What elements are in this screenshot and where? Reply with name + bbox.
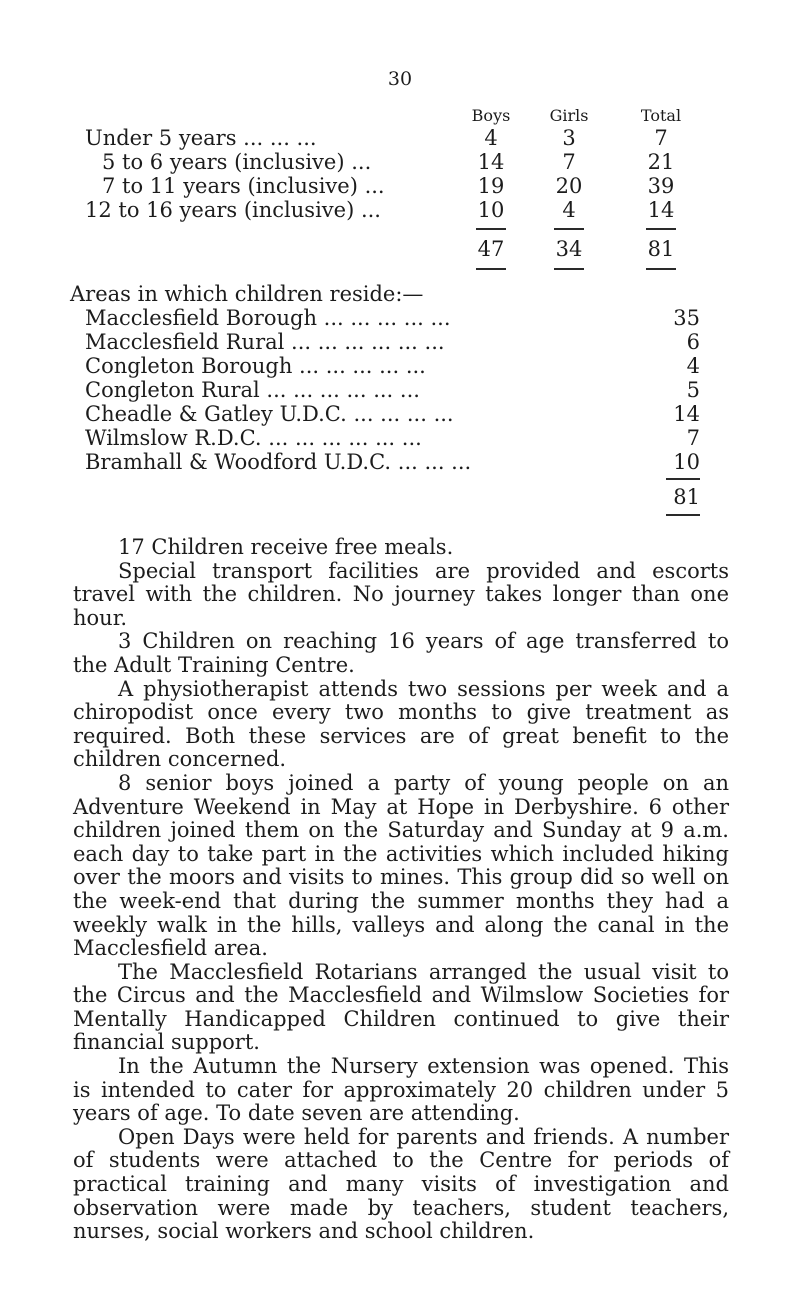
- age-row: [85, 174, 715, 198]
- area-label: Bramhall & Woodford U.D.C. ... ... ...: [85, 450, 472, 474]
- age-row-label: Under 5 years ... ... ...: [85, 126, 317, 150]
- areas-heading: Areas in which children reside:—: [70, 282, 424, 306]
- subtotal-rule: [646, 228, 676, 230]
- area-row: [70, 402, 720, 426]
- area-row: [70, 306, 720, 330]
- area-label: Congleton Borough ... ... ... ... ...: [85, 354, 426, 378]
- paragraph-free-meals: 17 Children receive free meals.: [118, 535, 454, 559]
- paragraph-nursery: In the Autumn the Nursery extension was opened. This is intended to cater for approximately 20 children under 5 years of age. To date seven are attending.: [73, 1054, 729, 1126]
- age-row-boys: 19: [477, 174, 505, 198]
- body-text: [73, 536, 729, 1244]
- area-value: 4: [686, 354, 700, 378]
- area-label: Macclesfield Rural ... ... ... ... ... ...: [85, 330, 445, 354]
- area-total-rule: [666, 514, 700, 516]
- age-row-girls: 20: [555, 174, 583, 198]
- age-row-label: 7 to 11 years (inclusive) ...: [102, 174, 385, 198]
- area-row: [70, 378, 720, 402]
- total-boys: 47: [477, 237, 505, 261]
- age-row-label: 5 to 6 years (inclusive) ...: [102, 150, 372, 174]
- area-row: [70, 330, 720, 354]
- area-row: [70, 354, 720, 378]
- area-value: 35: [673, 306, 700, 330]
- age-table-header: [85, 106, 715, 126]
- paragraph-adventure-weekend: 8 senior boys joined a party of young people on an Adventure Weekend in May at Hope in Derbyshire. 6 other children joined them on the Saturday and Sunday at 9 a.m. each day to take part in the activities which included hiking over the moors and visits to mines. This group did so well on the week-end that during the summer months they had a weekly walk in the hills, valleys and along the canal in the Macclesfield area.: [73, 770, 729, 961]
- page-number: 30: [387, 68, 413, 90]
- area-total-value: 81: [673, 485, 700, 509]
- age-row-total: 14: [647, 198, 675, 222]
- total-all: 81: [647, 237, 675, 261]
- total-rule: [646, 268, 676, 270]
- subtotal-rule: [554, 228, 584, 230]
- area-label: Wilmslow R.D.C. ... ... ... ... ... ...: [85, 426, 422, 450]
- area-value: 14: [673, 402, 700, 426]
- header-girls: Girls: [549, 106, 589, 125]
- age-row: [85, 126, 715, 150]
- area-value: 10: [673, 450, 700, 474]
- area-subtotal-rule: [666, 478, 700, 480]
- paragraph-transport: Special transport facilities are provided and escorts travel with the children. No journey takes longer than one hour.: [73, 558, 729, 630]
- total-rules: [85, 262, 715, 276]
- total-girls: 34: [555, 237, 583, 261]
- age-row-boys: 10: [477, 198, 505, 222]
- age-row-girls: 3: [562, 126, 576, 150]
- area-value: 7: [686, 426, 700, 450]
- header-boys: Boys: [471, 106, 511, 125]
- subtotal-rule: [476, 228, 506, 230]
- subtotal-rules: [85, 222, 715, 236]
- areas-table: [70, 282, 720, 520]
- paragraph-adult-training: 3 Children on reaching 16 years of age transferred to the Adult Training Centre.: [73, 629, 729, 677]
- paragraph-physiotherapy: A physiotherapist attends two sessions per week and a chiropodist once every two months to give treatment as required. Both these services are of great benefit to the children concerned.: [73, 676, 729, 772]
- age-row-label: 12 to 16 years (inclusive) ...: [85, 198, 381, 222]
- total-rule: [554, 268, 584, 270]
- area-label: Congleton Rural ... ... ... ... ... ...: [85, 378, 420, 402]
- area-label: Macclesfield Borough ... ... ... ... ...: [85, 306, 451, 330]
- age-row-total: 21: [647, 150, 675, 174]
- age-row-boys: 14: [477, 150, 505, 174]
- area-value: 5: [686, 378, 700, 402]
- age-table: [85, 106, 715, 276]
- age-row-girls: 7: [562, 150, 576, 174]
- area-subtotal-rule-row: [70, 474, 720, 484]
- area-label: Cheadle & Gatley U.D.C. ... ... ... ...: [85, 402, 454, 426]
- total-rule: [476, 268, 506, 270]
- area-total-row: [70, 484, 720, 510]
- age-row: [85, 150, 715, 174]
- age-row-total: 7: [654, 126, 668, 150]
- paragraph-rotarians: The Macclesfield Rotarians arranged the usual visit to the Circus and the Macclesfield and Wilmslow Societies for Mentally Handicapped Children continued to give their financial support.: [73, 959, 729, 1055]
- age-totals-row: [85, 236, 715, 262]
- area-value: 6: [686, 330, 700, 354]
- area-row: [70, 426, 720, 450]
- age-row: [85, 198, 715, 222]
- paragraph-open-days: Open Days were held for parents and friends. A number of students were attached to the Centre for periods of practical training and many visits of investigation and observation were made by teachers, student teachers, nurses, social workers and school children.: [73, 1124, 729, 1244]
- header-total: Total: [640, 106, 682, 125]
- age-row-boys: 4: [484, 126, 498, 150]
- age-row-girls: 4: [562, 198, 576, 222]
- area-row: [70, 450, 720, 474]
- area-total-rule-row: [70, 510, 720, 520]
- age-row-total: 39: [647, 174, 675, 198]
